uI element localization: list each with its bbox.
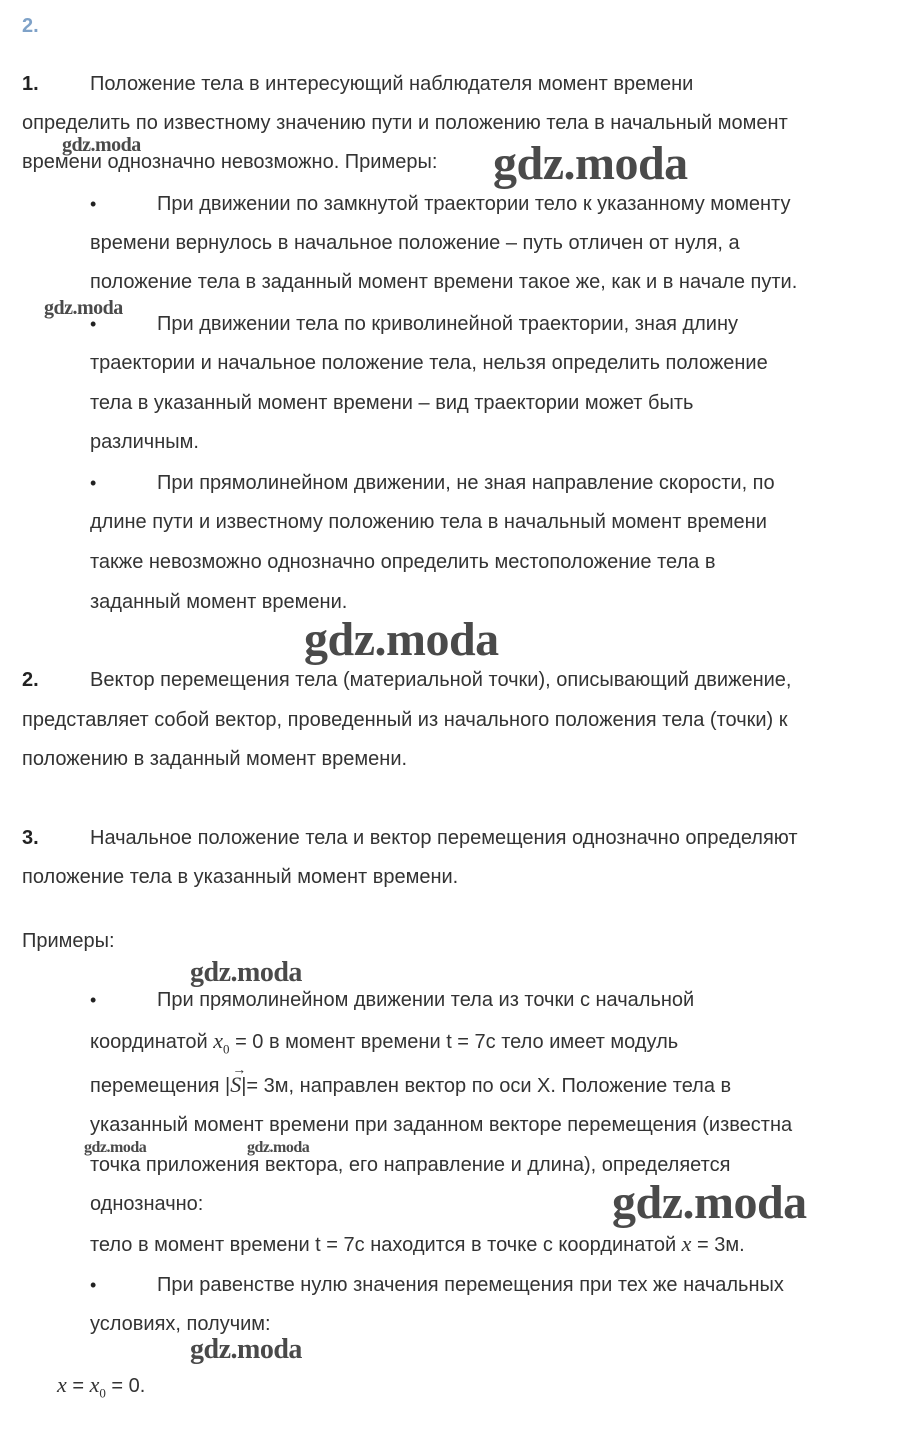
- watermark: gdz.moda: [612, 1176, 807, 1229]
- bullet-icon: •: [90, 990, 97, 1010]
- watermark: gdz.moda: [190, 957, 302, 988]
- example-1-line-3-end: |= 3м, направлен вектор по оси X. Положение тела в: [241, 1075, 732, 1097]
- item-2-line-2: представляет собой вектор, проведенный из начального положения тела (точки) к: [22, 709, 788, 731]
- bullet-3-line-4: заданный момент времени.: [90, 591, 348, 613]
- example-1-line-1: При прямолинейном движении тела из точки с начальной: [157, 989, 695, 1011]
- bullet-1-line-3: положение тела в заданный момент времени такое же, как и в начале пути.: [90, 271, 798, 293]
- item-1-number: 1.: [22, 73, 39, 95]
- watermark: gdz.moda: [190, 1334, 302, 1365]
- bullet-2-line-4: различным.: [90, 431, 199, 453]
- item-2-number: 2.: [22, 669, 39, 691]
- item-3-number: 3.: [22, 827, 39, 849]
- example-2-line-2: условиях, получим:: [90, 1313, 271, 1335]
- example-1-line-7-end: = 3м.: [691, 1234, 745, 1256]
- watermark: gdz.moda: [304, 613, 499, 666]
- watermark: gdz.moda: [247, 1139, 310, 1156]
- item-1-line-3: времени однозначно невозможно. Примеры:: [22, 151, 438, 173]
- example-1-line-7: [90, 1224, 745, 1265]
- bullet-3-line-3: также невозможно однозначно определить местоположение тела в: [90, 551, 716, 573]
- example-1-line-2: [90, 1021, 678, 1069]
- watermark: gdz.moda: [84, 1139, 147, 1156]
- example-1-line-7-start: тело в момент времени t = 7с находится в точке с координатой: [90, 1234, 682, 1256]
- item-1-line-1: Положение тела в интересующий наблюдателя момент времени: [90, 73, 694, 95]
- bullet-2-line-3: тела в указанный момент времени – вид траектории может быть: [90, 392, 694, 414]
- example-1-line-2-end: = 0 в момент времени t = 7с тело имеет модуль: [229, 1031, 679, 1053]
- section-number: 2.: [22, 15, 39, 37]
- item-2-line-3: положению в заданный момент времени.: [22, 748, 408, 770]
- displacement-vector-symbol: → S: [230, 1063, 247, 1097]
- example-1-line-5: точка приложения вектора, его направление и длина), определяется: [90, 1154, 731, 1176]
- example-1-line-4: указанный момент времени при заданном векторе перемещения (известна: [90, 1114, 793, 1136]
- watermark: gdz.moda: [62, 134, 141, 156]
- bullet-1-line-1: При движении по замкнутой траектории тело к указанному моменту: [157, 193, 791, 215]
- result-x: x: [57, 1372, 67, 1397]
- item-3-line-2: положение тела в указанный момент времени.: [22, 866, 459, 888]
- x0-symbol: $x_0$: [213, 1028, 230, 1057]
- bullet-icon: •: [90, 473, 97, 493]
- bullet-1-line-2: времени вернулось в начальное положение – путь отличен от нуля, а: [90, 232, 740, 254]
- bullet-3-line-1: При прямолинейном движении, не зная направление скорости, по: [157, 472, 775, 494]
- example-1-line-6: однозначно:: [90, 1193, 204, 1215]
- example-1-line-3: [90, 1065, 731, 1106]
- examples-label: Примеры:: [22, 930, 115, 952]
- bullet-2-line-1: При движении тела по криволинейной траектории, зная длину: [157, 313, 739, 335]
- result-x0: $x_0$: [89, 1372, 106, 1401]
- bullet-2-line-2: траектории и начальное положение тела, нельзя определить положение: [90, 352, 768, 374]
- bullet-icon: •: [90, 194, 97, 214]
- example-1-line-2-start: координатой: [90, 1031, 214, 1053]
- watermark: gdz.moda: [493, 137, 688, 190]
- x-symbol: x: [681, 1231, 692, 1256]
- watermark: gdz.moda: [44, 297, 123, 319]
- bullet-3-line-2: длине пути и известному положению тела в начальный момент времени: [90, 511, 767, 533]
- result-formula: [57, 1365, 145, 1413]
- bullet-icon: •: [90, 314, 97, 334]
- item-2-line-1: Вектор перемещения тела (материальной точки), описывающий движение,: [90, 669, 792, 691]
- result-equals: =: [66, 1375, 90, 1397]
- example-1-line-3-start: перемещения |: [90, 1075, 231, 1097]
- item-3-line-1: Начальное положение тела и вектор перемещения однозначно определяют: [90, 827, 798, 849]
- bullet-icon: •: [90, 1275, 97, 1295]
- result-tail: = 0.: [105, 1375, 146, 1397]
- item-1-line-2: определить по известному значению пути и положению тела в начальный момент: [22, 112, 788, 134]
- example-2-line-1: При равенстве нулю значения перемещения при тех же начальных: [157, 1274, 784, 1296]
